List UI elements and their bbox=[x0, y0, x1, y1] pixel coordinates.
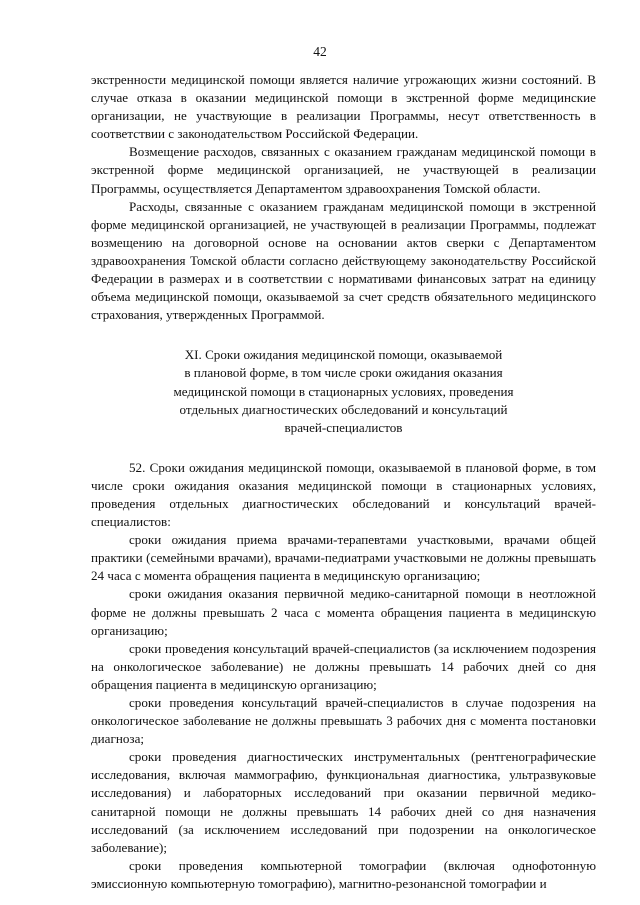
paragraph-specialist-consultation: сроки проведения консультаций врачей-специалистов (за исключением подозрения на онкологическое заболевание) не должны превышать 14 рабочих дней со дня обращения пациента в медицинскую организацию; bbox=[91, 640, 596, 692]
paragraph-diagnostics: сроки проведения диагностических инструментальных (рентгенографические исследования, включая маммографию, функциональная диагностика, ультразвуковые исследования) и лабораторных исследований при оказании первичной медико-санитарной помощи не должны превышать 14 рабочих дней со дня назначения исследований (за исключением исследований при подозрении на онкологическое заболевание); bbox=[91, 749, 596, 855]
paragraph-oncology-consultation: сроки проведения консультаций врачей-специалистов в случае подозрения на онкологическое заболевание не должны превышать 3 рабочих дня с момента постановки диагноза; bbox=[91, 695, 596, 747]
paragraph-therapist-wait: сроки ожидания приема врачами-терапевтами участковыми, врачами общей практики (семейными врачами), врачами-педиатрами участковыми не должны превышать 24 часа с момента обращения пациента в медицинскую организацию; bbox=[91, 532, 596, 584]
section-title-line: медицинской помощи в стационарных условиях, проведения bbox=[173, 383, 514, 399]
document-body bbox=[91, 71, 596, 893]
paragraph-tomography: сроки проведения компьютерной томографии (включая однофотонную эмиссионную компьютерную томографию), магнитно-резонансной томографии и bbox=[91, 857, 596, 891]
paragraph-continuation: экстренности медицинской помощи является наличие угрожающих жизни состояний. В случае отказа в оказании медицинской помощи в экстренной форме медицинские организации, не участвующие в реализации Программы, несут ответственность в соответствии с законодательством Российской Федерации. bbox=[91, 72, 596, 142]
section-title-line: отдельных диагностических обследований и консультаций bbox=[179, 401, 508, 417]
section-title-line: в плановой форме, в том числе сроки ожидания оказания bbox=[184, 365, 503, 381]
section-title bbox=[91, 346, 596, 436]
paragraph-item-52: 52. Сроки ожидания медицинской помощи, оказываемой в плановой форме, в том числе сроки ожидания оказания медицинской помощи в стационарных условиях, проведения отдельных диагностических обследований и консультаций врачей-специалистов: bbox=[91, 459, 596, 530]
paragraph-reimbursement: Возмещение расходов, связанных с оказанием гражданам медицинской помощи в экстренной форме медицинской организацией, не участвующей в реализации Программы, осуществляется Департаментом здравоохранения Томской области. bbox=[91, 144, 596, 196]
paragraph-urgent-care-wait: сроки ожидания оказания первичной медико-санитарной помощи в неотложной форме не должны превышать 2 часа с момента обращения пациента в медицинскую организацию; bbox=[91, 586, 596, 638]
section-title-line: XI. Сроки ожидания медицинской помощи, оказываемой bbox=[184, 347, 503, 363]
paragraph-expenses: Расходы, связанные с оказанием гражданам медицинской помощи в экстренной форме медицинской организацией, не участвующей в реализации Программы, подлежат возмещению на договорной основе на основании актов сверки с Департаментом здравоохранения Томской области согласно действующему законодательству Российской Федерации в размерах и в соответствии с нормативами финансовых затрат на единицу объема медицинской помощи, оказываемой за счет средств обязательного медицинского страхования, утвержденных Программой. bbox=[91, 198, 596, 323]
section-title-line: врачей-специалистов bbox=[284, 419, 403, 435]
page-number: 42 bbox=[313, 44, 327, 59]
